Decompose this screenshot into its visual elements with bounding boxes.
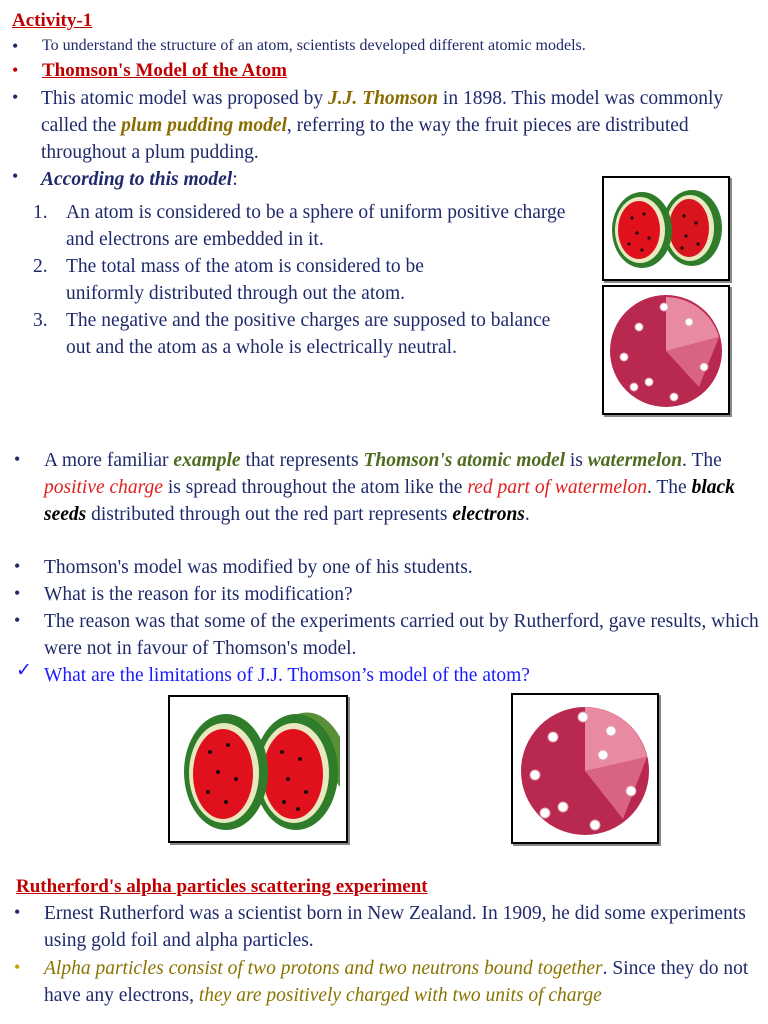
bullet-icon: • (14, 610, 21, 630)
bullet-icon: • (14, 449, 21, 469)
thomson-paragraph: This atomic model was proposed by J.J. Thomson in 1898. This model was commonly called the plum pudding model, referring to the way the fruit pieces are distributed throughout a plum pudding. (41, 88, 724, 163)
list-item: An atom is considered to be a sphere of uniform positive charge and electrons are embedded in it. (66, 202, 566, 250)
list-number: 2. (33, 256, 48, 277)
watermelon-image-large (168, 695, 348, 843)
bullet-icon: • (14, 957, 21, 977)
bullet-icon: • (12, 60, 19, 80)
bullet-icon: • (14, 556, 21, 576)
limitations-question: What are the limitations of J.J. Thomson’s model of the atom? (44, 665, 530, 686)
bullet-icon: • (12, 87, 19, 107)
thomson-heading: Thomson's Model of the Atom (42, 60, 287, 81)
atom-sphere-image-large (511, 693, 659, 844)
intro-text: To understand the structure of an atom, scientists developed different atomic models. (42, 37, 586, 54)
rutherford-paragraph: Ernest Rutherford was a scientist born in New Zealand. In 1909, he did some experiments using gold foil and alpha particles. (44, 903, 746, 951)
example-paragraph: A more familiar example that represents Thomson's atomic model is watermelon. The positive charge is spread throughout the atom like the red part of watermelon. The black seeds distributed through out the red part represents electrons. (44, 450, 735, 525)
rutherford-heading: Rutherford's alpha particles scattering experiment (16, 876, 428, 897)
bullet-text: What is the reason for its modification? (44, 584, 353, 605)
list-number: 1. (33, 202, 48, 223)
checkmark-icon: ✓ (16, 660, 32, 681)
watermelon-image (602, 176, 730, 281)
bullet-text: The reason was that some of the experiments carried out by Rutherford, gave results, which were not in favour of Thomson's model. (44, 611, 759, 659)
list-item: The total mass of the atom is considered to be uniformly distributed through out the atom. (66, 256, 424, 304)
bullet-icon: • (14, 902, 21, 922)
according-label: According to this model: (41, 169, 238, 190)
bullet-icon: • (14, 583, 21, 603)
bullet-icon: • (12, 166, 19, 186)
activity-title: Activity-1 (12, 10, 93, 31)
alpha-paragraph: Alpha particles consist of two protons and two neutrons bound together. Since they do not have any electrons, they are positively charged with two units of charge (44, 958, 749, 1006)
bullet-text: Thomson's model was modified by one of his students. (44, 557, 473, 578)
list-number: 3. (33, 310, 48, 331)
atom-sphere-image (602, 285, 730, 415)
list-item: The negative and the positive charges are supposed to balance out and the atom as a whole is electrically neutral. (66, 310, 551, 358)
bullet-icon: • (12, 36, 19, 56)
